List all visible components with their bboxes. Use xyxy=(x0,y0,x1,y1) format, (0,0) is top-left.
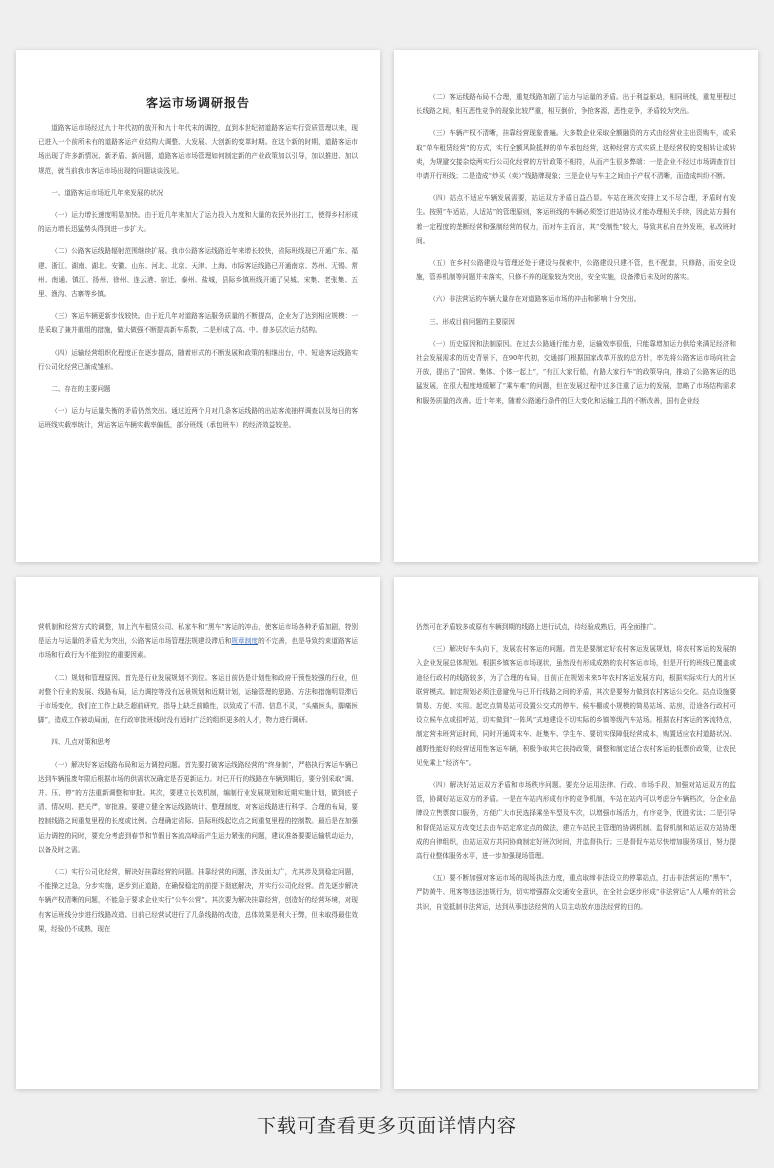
document-page-4 xyxy=(394,577,758,1089)
paragraph: （三）车辆产权不清晰，挂靠经营现象普遍。大多数企业采取全额融资的方式由经营业主出资购车，或采取“单车租赁经营”的方式，实行全额风险抵押的单车承包经营，这种经营方式实质上是经营权的变相转让或转卖，为规避交接杂烩两实行公司化经营的方针政策不相符，从而产生很多弊端：一是企业不经过市场调查盲目申请开行班线；二是造成“炒买（卖）”线路牌现象；三是企业与车主之间由于产权不清晰，而造成纠纷不断。 xyxy=(416,129,736,181)
paragraph: （一）历史原因和法制原因。在过去公路通行能力差，运输效率很低，只能靠增加运力供给来满足经济和社会发展需求的历史背景下，在90年代初，交通部门根据国家改革开放的总方针，率先将公路客运市场向社会开放，提出了“国营、集体、个体一起上”，“有江大家行船，有路大家行车”的政策导向，推动了公路客运的迅猛发展，在很大程度地缓解了“乘车难”的问题，但在发展过程中过多注重了运力的发展，忽略了市场结构需求和服务质量的改善。近十年来，随着公路通行条件的巨大变化和运输工具的不断改善，国有企业经 xyxy=(416,339,736,405)
paragraph-with-link xyxy=(38,620,358,663)
section-heading: 四、几点对策和思考 xyxy=(51,738,111,747)
paragraph: 仍然可在矛盾较多或原有车辆到期的线路上进行试点，待经验成熟后，再全面推广。 xyxy=(416,623,660,631)
paragraph: 道路客运市场经过九十年代初的放开和九十年代末的调控，直到本世纪初道路客运实行资质管理以来，现已进入一个前所未有的道路客运产业结构大调整、大发展、大创新的变革时期。在这个新的时期，道路客运市场出现了许多新情况、新矛盾、新问题，道路客运市场管理如何制定新的产业政策加以引导，加以推进、加以规范，就当前我市客运市场出现的问题谈谈浅见。 xyxy=(38,124,358,175)
section-heading: 三、形成目前问题的主要原因 xyxy=(429,317,515,326)
paragraph: （二）公路客运线路辐射范围继续扩展。我市公路客运线路近年来增长较快，省际班线现已开通广东、福建、浙江、湖南、湖北、安徽、山东、河北、北京、天津、上海。市际客运线路已开通南京、苏州、无锡、常州、南通、镇江、扬州、徐州、连云港、宿迁、泰州、盐城，县际乡镇班线开通了吴城、宋集、老张集、五里、渔沟、古寨等乡镇。 xyxy=(38,247,358,299)
paragraph: （一）运力与运量失衡的矛盾仍然突出。通过近两个月对几条客运线路的出站客流抽样调查以及每日的客运班线实载率统计，营运客运车辆实载率偏低，部分班线（承包班车）的经济效益较差。 xyxy=(38,407,358,430)
paragraph: （三）客运车辆更新步伐较快。由于近几年对道路客运服务质量的不断提高，企业为了达到相应规模：一是采取了兼并重组的措施，做大做强不断提高新车系数，二是形成了高、中、普多层次运力结构。 xyxy=(38,312,358,335)
paragraph: （二）规划和管理原因。首先是行业发展规划不到位。客运目前仍是计划性和政府干预性较强的行业，但对整个行业的发展、线路布局，运力调控等没有远景规划和近期计划，运输管理的思路、方法和措施明显滞后于市场变化，我们在工作上缺乏超前研究，指导上缺乏前瞻性，以致成了不清、信息不灵，“头痛医头，脚痛医脚”，造成工作被动局面，在行政审批班线时没有适时广泛的组织更多的人才，物力进行调研。 xyxy=(38,673,358,725)
paragraph: （一）运力增长速度明显加快。由于近几年来加大了运力投入力度和大量的农民外出打工，使得乡村形成的运力增长迅猛势头得到进一步扩大。 xyxy=(38,211,358,234)
download-more-banner[interactable]: 下载可查看更多页面详情内容 xyxy=(256,1115,517,1137)
paragraph: （四）站点不适应车辆发展需要，站运双方矛盾日益凸显。车站在班次安排上又不尽合理，矛盾时有发生。按照“车适站，人适站”的管理原则，客运班线的车辆必须签订进站协议才能办理相关手续，因此站方拥有着一定程度的垄断经营和强制经营的权力，而对车主而言，其“受制性”较大，导致其私自在外发班，私改班时间。 xyxy=(416,194,736,245)
paragraph-text: 营机制和经营方式的调整，加上汽车租赁公司、私家车和“黑车”客运的冲击，使客运市场各种矛盾加剧，特别是运力与运量的矛盾尤为突出，公路客运市场管理法规建设滞后和 xyxy=(38,623,358,646)
paragraph: （四）运输经营组织化程度正在逐步提高，随着形式的不断发展和政策的相继出台，中、短途客运线路实行公司化经营已渐成雏形。 xyxy=(38,348,358,371)
regulations-link[interactable]: 规章制度 xyxy=(231,637,259,646)
paragraph: （一）解决好客运线路布局和运力调控问题。首先要打破客运线路经营的“终身制”，严格执行客运车辆已达到车辆报废年限后根据市场的供需状况确定是否更新运力。对已开行的线路在车辆到期后，要分别采取“调、并、压、停”的方法重新调整和审批。其次，要建立长效机制，编制行业发展规划和近期实施计划，做到底子清、情况明、把关严，审批准。要建立健全客运线路统计、整理制度，对客运线路进行科学、合理的布局，要控制线路之间重复里程的长度或比例。合理确定省际、县际班线起讫点之间重复里程的控制数。最后是在加强运力调控的同时，要充分考虑到春节和节假日客流高峰而产生运力紧张的问题，建议准备要要运输机动运力，以备及时之需。 xyxy=(38,760,358,854)
paragraph: （五）要不断加强对客运市场的现场执法力度，重点取缔非法设立的停靠站点，打击非法营运的“黑车”，严防黄牛、甩客等违法违规行为，切实增强群众交通安全意识，在全社会逐步形成“非法营运”人人唾弃的社会共识，自觉抵制非法营运，达到从事违法经营的人员主动放弃违法经营的目的。 xyxy=(416,874,736,911)
section-heading: 二、存在的主要问题 xyxy=(51,385,111,394)
paragraph: （六）非法营运的车辆大量存在对道路客运市场的冲击和影响十分突出。 xyxy=(429,295,641,304)
document-page-3 xyxy=(16,577,380,1089)
document-page-2 xyxy=(394,50,758,562)
paragraph-text: 的不完善，也是导致约束道路客运市场和行政行为不能到位的重要因素。 xyxy=(38,637,359,660)
document-page-1 xyxy=(16,50,380,562)
paragraph: （四）解决好站运双方矛盾和市场秩序问题。要充分运用法律、行政、市场手段，加强对站运双方的监管，协调好站运双方的矛盾。一是在车站内形成有序的竞争机制，车站在站内可以考虑分车辆档次，分企业品牌设立售票窗口服务，方便广大市民选择乘坐车型及车次，以增强市场活力，有序竞争，优胜劣汰；二是引导和督促站运双方改变过去由车站定席定点的做法，建立车站民主管理的协调机制、监督机制和站运双方站协理成的自律组织，由站运双方共同协商制定好班次时间，并监督执行；三是督促车站尽快增加服务项目，努力提高行业整体服务水平，进一步加强现场管理。 xyxy=(416,781,736,861)
paragraph: （二）实行公司化经营，解决好挂靠经营的问题。挂靠经营的问题，涉及面太广，尤其涉及到稳定问题，不能操之过急，分步实施，逐步到正道路，在确保稳定的前提下彻底解决，并实行公司化经营。首先逐步解决车辆产权清晰的问题，不能急于要求企业实行“公车公营”。其次要为解决挂靠经营，创造好的经营环境，对现有客运班线分步进行线路改造。目前已经营试进行了几条线路的改造，总体效果是利大于弊，但未取得最佳效果，经验仍不成熟，现在 xyxy=(38,868,358,933)
paragraph: （二）客运线路布局不合理，重复线路加剧了运力与运量的矛盾。出于利益驱动，相同班线，重复里程过长线路之间，相互恶性竞争的现象比较严重，相互倒价，争抢客源，恶性竞争，矛盾较为突出。 xyxy=(416,93,736,116)
paragraph: （五）在乡村公路建设与管理还处于建设与探索中，公路建设只建不管，也不配套，只修路，而安全设施，管养机制等问题并未落实，只修不养的现象较为突出，安全实施，设备滞后未及时的落实。 xyxy=(416,259,736,282)
section-heading: 一、道路客运市场近几年来发展的状况 xyxy=(51,188,164,197)
document-title: 客运市场调研报告 xyxy=(145,96,250,110)
paragraph: （三）解决好车头向下，发展农村客运的问题。首先是要制定好农村客运发展规划，将农村客运的发展纳入企业发展总体规划。根据乡镇客运市场现状，虽然没有形成成熟的农村客运市场，但是开行的班线已覆盖或途径行政村的线路较多，为了合理的布局，目前正在规划未来5年农村客运发展方向，根据实际实行大的片区联营模式。制定规划必须注意避免与已开行线路之间的矛盾，其次是要努力做到农村客运公交化。站点设施要简易、方便、实用。起讫点简易站可设置公交式的停车、候车棚或小规模的简易站场、站房，沿途各行政村可设立候车点或招呼站，切实做到“一阵风”式地建设不切实际的乡镇等级汽车站场。根据农村客运的客流特点，制定营未班营运时间，同时开通周末车、赶集车、学生车、要切实保障低经营成本，购置适应农村道路状况、越野性能好的经营适用性客运车辆，积极争取其它扶持政策，调整和制定适合农村客运的低票价政策，让农民见免乘上“经济车”。 xyxy=(416,645,736,767)
